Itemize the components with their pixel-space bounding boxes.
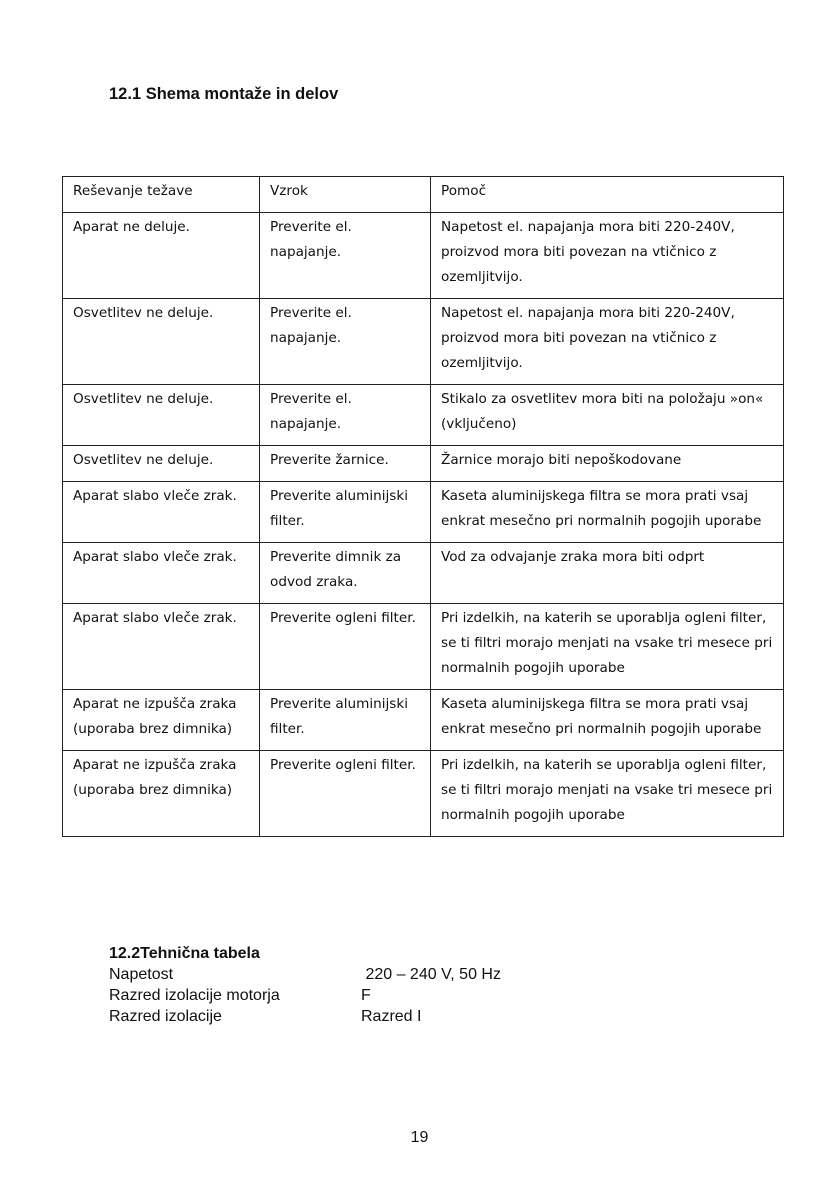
problem-cell: Aparat slabo vleče zrak. — [63, 482, 260, 543]
tech-label: Razred izolacije motorja — [109, 987, 280, 1004]
header-cause: Vzrok — [260, 177, 431, 213]
cause-cell: Preverite ogleni filter. — [260, 751, 431, 837]
solution-cell: Stikalo za osvetlitev mora biti na položaju »on« (vključeno) — [431, 385, 784, 446]
problem-cell: Osvetlitev ne deluje. — [63, 299, 260, 385]
table-header-row — [63, 177, 784, 213]
solution-cell: Žarnice morajo biti nepoškodovane — [431, 446, 784, 482]
problem-cell: Aparat slabo vleče zrak. — [63, 604, 260, 690]
table-row — [63, 690, 784, 751]
solution-cell: Napetost el. napajanja mora biti 220-240V, proizvod mora biti povezan na vtičnico z ozemljitvijo. — [431, 213, 784, 299]
solution-cell: Kaseta aluminijskega filtra se mora prati vsaj enkrat mesečno pri normalnih pogojih uporabe — [431, 690, 784, 751]
header-solution: Pomoč — [431, 177, 784, 213]
tech-row — [109, 964, 501, 985]
tech-row — [109, 1006, 501, 1027]
troubleshooting-table — [62, 176, 784, 837]
cause-cell: Preverite ogleni filter. — [260, 604, 431, 690]
table-row — [63, 482, 784, 543]
table-row — [63, 299, 784, 385]
tech-label: Napetost — [109, 966, 174, 983]
solution-cell: Napetost el. napajanja mora biti 220-240V, proizvod mora biti povezan na vtičnico z ozemljitvijo. — [431, 299, 784, 385]
problem-cell: Aparat ne izpušča zraka (uporaba brez dimnika) — [63, 690, 260, 751]
problem-cell: Aparat ne deluje. — [63, 213, 260, 299]
tech-value: F — [361, 987, 371, 1004]
cause-cell: Preverite aluminijski filter. — [260, 482, 431, 543]
cause-cell: Preverite el. napajanje. — [260, 385, 431, 446]
page-number: 19 — [410, 1129, 429, 1146]
cause-cell: Preverite dimnik za odvod zraka. — [260, 543, 431, 604]
table-row — [63, 446, 784, 482]
table-row — [63, 604, 784, 690]
tech-value: Razred I — [361, 1008, 422, 1025]
tech-row — [109, 985, 501, 1006]
problem-cell: Osvetlitev ne deluje. — [63, 446, 260, 482]
table-row — [63, 385, 784, 446]
technical-table — [109, 943, 501, 1027]
solution-cell: Vod za odvajanje zraka mora biti odprt — [431, 543, 784, 604]
section-title-technical: 12.2Tehnična tabela — [109, 945, 260, 962]
section-title-assembly: 12.1 Shema montaže in delov — [109, 85, 339, 103]
solution-cell: Kaseta aluminijskega filtra se mora prati vsaj enkrat mesečno pri normalnih pogojih uporabe — [431, 482, 784, 543]
table-row — [63, 543, 784, 604]
cause-cell: Preverite aluminijski filter. — [260, 690, 431, 751]
tech-value: 220 – 240 V, 50 Hz — [361, 966, 501, 983]
header-problem: Reševanje težave — [63, 177, 260, 213]
problem-cell: Osvetlitev ne deluje. — [63, 385, 260, 446]
solution-cell: Pri izdelkih, na katerih se uporablja ogleni filter, se ti filtri morajo menjati na vsake tri mesece pri normalnih pogojih uporabe — [431, 604, 784, 690]
problem-cell: Aparat ne izpušča zraka (uporaba brez dimnika) — [63, 751, 260, 837]
cause-cell: Preverite žarnice. — [260, 446, 431, 482]
tech-label: Razred izolacije — [109, 1008, 222, 1025]
table-row — [63, 751, 784, 837]
cause-cell: Preverite el. napajanje. — [260, 213, 431, 299]
cause-cell: Preverite el. napajanje. — [260, 299, 431, 385]
table-row — [63, 213, 784, 299]
solution-cell: Pri izdelkih, na katerih se uporablja ogleni filter, se ti filtri morajo menjati na vsake tri mesece pri normalnih pogojih uporabe — [431, 751, 784, 837]
problem-cell: Aparat slabo vleče zrak. — [63, 543, 260, 604]
